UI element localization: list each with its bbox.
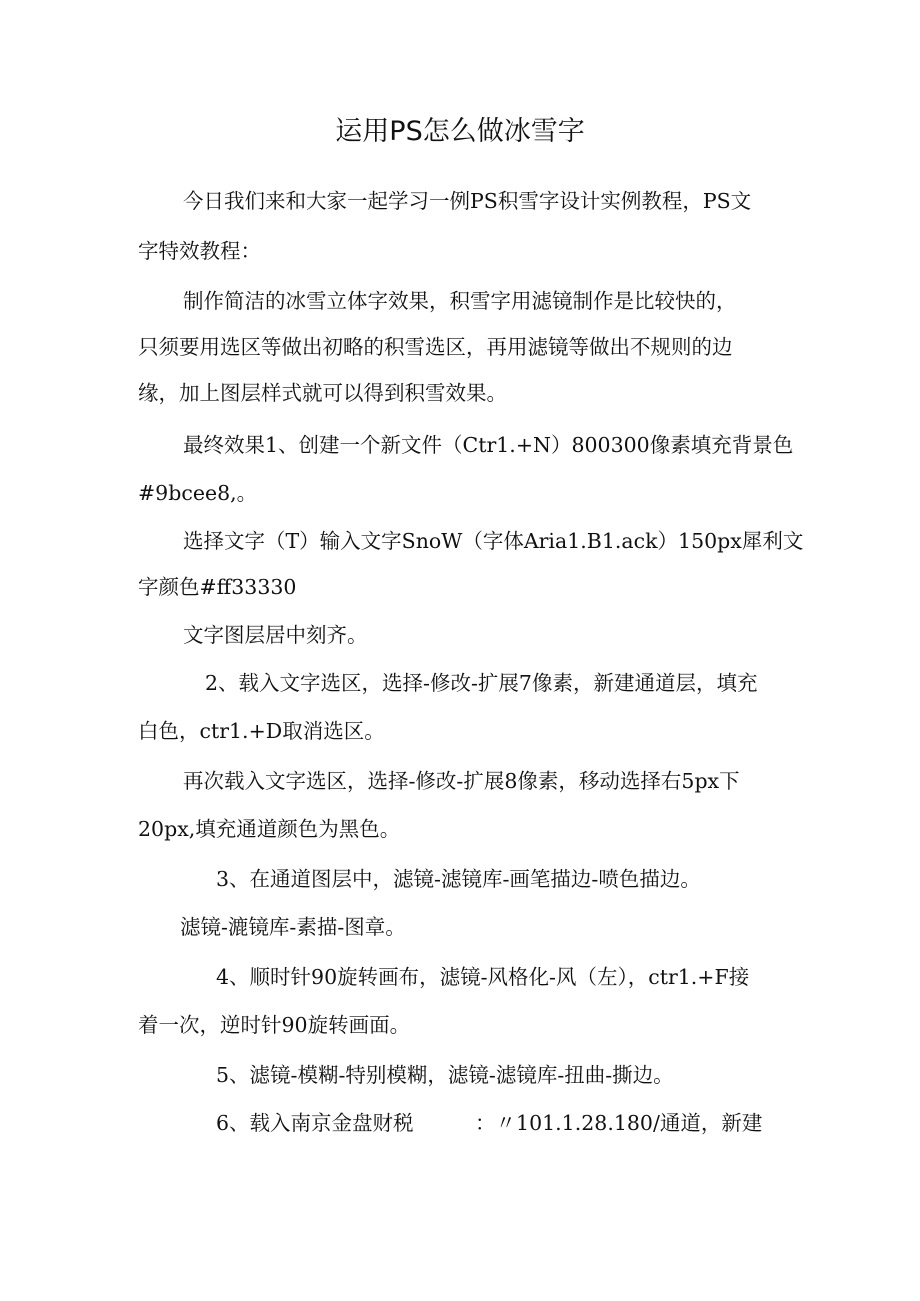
paragraph-line: 字特效教程： (138, 239, 261, 263)
paragraph-line: 制作简洁的冰雪立体字效果，积雪字用滤镜制作是比较快的， (183, 289, 737, 313)
paragraph-line: 白色，ctr1.+D取消选区。 (138, 719, 385, 743)
paragraph-line: 20px,填充通道颜色为黑色。 (138, 817, 401, 841)
paragraph-line: 缘，加上图层样式就可以得到积雪效果。 (138, 381, 507, 405)
paragraph-line: 3、在通道图层中，滤镜-滤镜库-画笔描边-喷色描边。 (216, 867, 701, 891)
paragraph-line: 今日我们来和大家一起学习一例PS积雪字设计实例教程，PS文 (183, 189, 752, 213)
document-title: 运用PS怎么做冰雪字 (335, 116, 585, 147)
paragraph-line: 再次载入文字选区，选择-修改-扩展8像素，移动选择右5px下 (183, 769, 740, 793)
paragraph-line: 只须要用选区等做出初略的积雪选区，再用滤镜等做出不规则的边 (138, 335, 733, 359)
paragraph-line: 文字图层居中刻齐。 (183, 623, 368, 647)
paragraph-line: 2、载入文字选区，选择-修改-扩展7像素，新建通道层，填充 (205, 671, 758, 695)
paragraph-line: 6、载入南京金盘财税 ：〃101.1.28.180/通道，新建 (216, 1111, 763, 1135)
paragraph-line: 选择文字（T）输入文字SnoW（字体Aria1.B1.ack）150px犀利文 (183, 529, 804, 553)
paragraph-line: 5、滤镜-模糊-特别模糊，滤镜-滤镜库-扭曲-撕边。 (216, 1063, 674, 1087)
paragraph-line: 最终效果1、创建一个新文件（Ctr1.+N）800300像素填充背景色 (183, 433, 794, 457)
paragraph-line: 着一次，逆时针90旋转画面。 (138, 1013, 411, 1037)
paragraph-line: #9bcee8,。 (138, 481, 258, 505)
paragraph-line: 滤镜-漉镜库-素描-图章。 (180, 915, 406, 939)
paragraph-line: 字颜色#ff33330 (138, 575, 297, 599)
paragraph-line: 4、顺时针90旋转画布，滤镜-风格化-风（左），ctr1.+F接 (216, 965, 750, 989)
